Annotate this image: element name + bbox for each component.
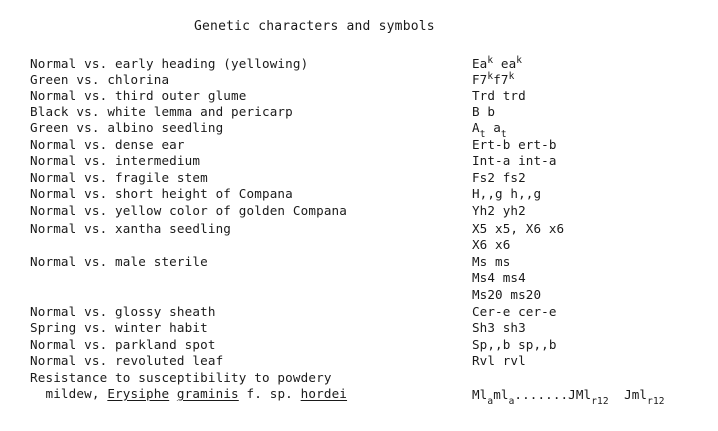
gene-symbol: Rvl rvl — [472, 353, 526, 368]
gene-symbol: Ms ms — [472, 254, 511, 269]
character-description: Normal vs. revoluted leaf — [30, 353, 224, 368]
character-description: Normal vs. parkland spot — [30, 337, 216, 352]
table-row — [0, 320, 718, 337]
page-title: Genetic characters and symbols — [194, 19, 435, 34]
character-description: Normal vs. glossy sheath — [30, 304, 216, 319]
character-description: Normal vs. fragile stem — [30, 170, 208, 185]
symbol-subscript: a — [508, 396, 515, 407]
table-row — [0, 104, 718, 121]
symbol-part: .......JMl — [514, 387, 592, 402]
table-row — [0, 237, 718, 254]
symbol-part: a — [485, 120, 501, 135]
character-description: Green vs. albino seedling — [30, 120, 224, 135]
character-middle: f. sp. — [238, 386, 301, 401]
symbol-superscript: k — [487, 71, 494, 82]
gene-symbol: Ert-b ert-b — [472, 137, 557, 152]
gene-symbol: Ms20 ms20 — [472, 287, 542, 302]
table-row — [0, 72, 718, 89]
gene-symbol: X6 x6 — [472, 237, 511, 252]
symbol-part: F7 — [472, 72, 488, 87]
gene-symbol: Sp,,b sp,,b — [472, 337, 557, 352]
table-row — [0, 370, 718, 387]
symbol-subscript: t — [479, 129, 486, 140]
character-description: Normal vs. male sterile — [30, 254, 208, 269]
table-row — [0, 170, 718, 187]
symbol-subscript: r12 — [591, 396, 609, 407]
character-description: Normal vs. short height of Compana — [30, 186, 293, 201]
symbol-part: ml — [493, 387, 509, 402]
species-name: graminis — [176, 386, 239, 401]
gene-symbol — [472, 56, 522, 71]
character-description: Resistance to susceptibility to powdery — [30, 370, 332, 385]
table-row — [0, 203, 718, 220]
table-row — [0, 337, 718, 354]
character-description: Normal vs. intermedium — [30, 153, 201, 168]
symbol-part: A — [472, 120, 480, 135]
table-row — [0, 137, 718, 154]
symbol-superscript: k — [516, 55, 523, 66]
table-row — [0, 120, 718, 140]
gene-symbol: Int-a int-a — [472, 153, 557, 168]
gene-symbol: X5 x5, X6 x6 — [472, 221, 565, 236]
gene-symbol — [472, 120, 507, 140]
character-description — [30, 386, 347, 401]
gene-symbol: B b — [472, 104, 496, 119]
character-description: Normal vs. dense ear — [30, 137, 185, 152]
gene-symbol: Fs2 fs2 — [472, 170, 526, 185]
table-row — [0, 254, 718, 271]
table-row — [0, 287, 718, 304]
symbol-part: ea — [493, 56, 517, 71]
symbol-superscript: k — [487, 55, 494, 66]
table-row — [0, 153, 718, 170]
table-row — [0, 386, 718, 407]
symbol-part: f7 — [493, 72, 509, 87]
gene-symbol — [472, 72, 514, 87]
genus-name: Erysiphe — [107, 386, 170, 401]
character-description: Black vs. white lemma and pericarp — [30, 104, 293, 119]
forma-name: hordei — [300, 386, 348, 401]
character-description: Normal vs. early heading (yellowing) — [30, 56, 309, 71]
symbol-part: Ml — [472, 387, 488, 402]
symbol-subscript: t — [500, 129, 507, 140]
table-row — [0, 88, 718, 105]
table-row — [0, 221, 718, 238]
character-description: Green vs. chlorina — [30, 72, 170, 87]
gene-symbol — [472, 387, 665, 407]
character-description: Spring vs. winter habit — [30, 320, 208, 335]
gene-symbol: Cer-e cer-e — [472, 304, 557, 319]
symbol-subscript: a — [487, 396, 494, 407]
symbol-part: Ea — [472, 56, 488, 71]
character-description: Normal vs. third outer glume — [30, 88, 247, 103]
gene-symbol: H,,g h,,g — [472, 186, 542, 201]
character-description: Normal vs. xantha seedling — [30, 221, 232, 236]
gene-symbol: Ms4 ms4 — [472, 270, 526, 285]
symbol-part: Jml — [608, 387, 648, 402]
gene-symbol: Sh3 sh3 — [472, 320, 526, 335]
table-row — [0, 304, 718, 321]
table-row — [0, 186, 718, 203]
gene-symbol: Trd trd — [472, 88, 526, 103]
symbol-subscript: r12 — [647, 396, 665, 407]
table-row — [0, 353, 718, 370]
character-prefix: mildew, — [30, 386, 108, 401]
symbol-superscript: k — [508, 71, 515, 82]
character-description: Normal vs. yellow color of golden Compana — [30, 203, 348, 218]
gene-symbol: Yh2 yh2 — [472, 203, 526, 218]
table-row — [0, 270, 718, 287]
table-row — [0, 56, 718, 73]
